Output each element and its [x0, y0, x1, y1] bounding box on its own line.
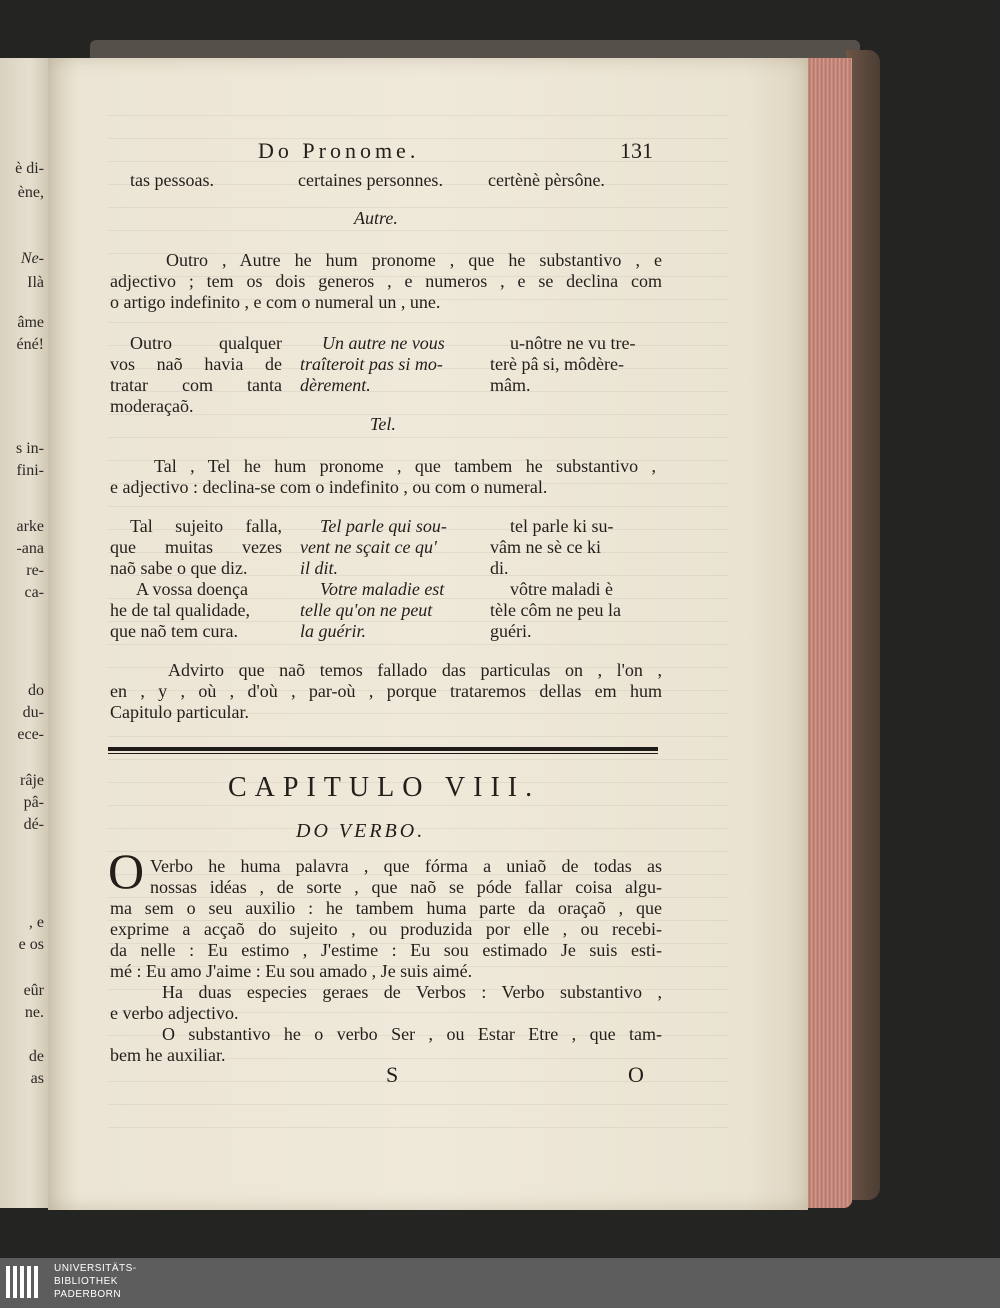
- left-line: è di-: [15, 160, 44, 177]
- left-line: dé-: [23, 816, 44, 833]
- library-name-line: BIBLIOTHEK: [54, 1276, 118, 1287]
- left-line: s in-: [16, 440, 44, 457]
- left-line: arke: [16, 518, 44, 535]
- tel-example-fr: la guérir.: [300, 621, 367, 641]
- left-line: do: [28, 682, 44, 699]
- advirto-para-line: Advirto que naõ temos fallado das particulas on , l'on ,: [168, 660, 662, 680]
- tel-heading: Tel.: [370, 414, 396, 434]
- tel-example-pt: A vossa doença: [136, 579, 248, 599]
- subst-para-line: bem he auxiliar.: [110, 1045, 226, 1065]
- tel-example-pt: Tal sujeito falla,: [130, 516, 282, 536]
- autre-example-pron: terè pâ si, môdère-: [490, 354, 624, 374]
- chapter-rule-thin: [108, 753, 658, 754]
- left-line: râje: [20, 772, 44, 789]
- autre-heading: Autre.: [354, 208, 398, 228]
- autre-example-fr: dèrement.: [300, 375, 371, 395]
- left-line: as: [30, 1070, 44, 1087]
- left-line: eûr: [23, 982, 44, 999]
- tel-example-pt: he de tal qualidade,: [110, 600, 250, 620]
- left-line: ène,: [17, 184, 44, 201]
- tel-example-pron: tèle côm ne peu la: [490, 600, 621, 620]
- tel-example-pron: vôtre maladi è: [510, 579, 613, 599]
- tel-example-pron: vâm ne sè ce ki: [490, 537, 601, 557]
- left-line: Ne-: [20, 250, 44, 267]
- autre-example-pron: u-nôtre ne vu tre-: [510, 333, 636, 353]
- top-row-pronunciation: certènè pèrsône.: [488, 170, 605, 190]
- library-name-line: UNIVERSITÄTS-: [54, 1263, 137, 1274]
- left-line: de: [28, 1048, 44, 1065]
- left-line: éné!: [16, 336, 44, 353]
- left-line: -ana: [16, 540, 44, 557]
- tel-example-fr: telle qu'on ne peut: [300, 600, 433, 620]
- left-line: pâ-: [23, 794, 44, 811]
- autre-example-pt: tratar com tanta: [110, 375, 282, 395]
- autre-example-pt: moderaçaõ.: [110, 396, 194, 416]
- verbo-para-line: exprime a acçaõ do sujeito , ou produzida por elle , ou recebi-: [110, 919, 662, 939]
- left-line: Ilà: [27, 274, 44, 291]
- chapter-rule-thick: [108, 747, 658, 751]
- library-name: [54, 1262, 137, 1301]
- tel-para-line: e adjectivo : declina-se com o indefinito , ou com o numeral.: [110, 477, 548, 497]
- left-line: du-: [22, 704, 44, 721]
- autre-example-pt: Outro qualquer: [130, 333, 282, 353]
- left-line: ece-: [17, 726, 44, 743]
- verbo-para-line: Verbo he huma palavra , que fórma a uniaõ de todas as: [150, 856, 662, 876]
- tel-example-fr: Votre maladie est: [320, 579, 445, 599]
- left-line: e os: [18, 936, 44, 953]
- duas-para-line: e verbo adjectivo.: [110, 1003, 239, 1023]
- tel-example-pt: naõ sabe o que diz.: [110, 558, 248, 578]
- running-title: Do Pronome.: [258, 138, 420, 163]
- verbo-para-line: mé : Eu amo J'aime : Eu sou amado , Je suis aimé.: [110, 961, 473, 981]
- left-line: ne.: [24, 1004, 44, 1021]
- section-title: DO VERBO.: [296, 820, 426, 842]
- tel-example-pron: guéri.: [490, 621, 532, 641]
- page-number: 131: [620, 138, 653, 163]
- advirto-para-line: en , y , où , d'où , par-où , porque trataremos dellas em hum: [110, 681, 662, 701]
- left-line: re-: [26, 562, 44, 579]
- tel-example-fr: il dit.: [300, 558, 339, 578]
- subst-para-line: O substantivo he o verbo Ser , ou Estar Etre , que tam-: [162, 1024, 662, 1044]
- left-line: âme: [17, 314, 44, 331]
- verbo-para-line: ma sem o seu auxilio : he tambem huma parte da oraçaõ , que: [110, 898, 662, 918]
- autre-example-fr: traîteroit pas si mo-: [300, 354, 443, 374]
- tel-example-pron: di.: [490, 558, 509, 578]
- left-line: , e: [28, 914, 44, 931]
- tel-example-pron: tel parle ki su-: [510, 516, 614, 536]
- verbo-para-line: da nelle : Eu estimo , J'estime : Eu sou estimado Je suis esti-: [110, 940, 662, 960]
- autre-example-pt: vos naõ havia de: [110, 354, 282, 374]
- left-page-fragment: [0, 58, 52, 1208]
- library-footer-bar: [0, 1258, 1000, 1308]
- top-row-portuguese: tas pessoas.: [130, 170, 214, 190]
- tel-example-pt: que muitas vezes: [110, 537, 282, 557]
- tel-example-fr: Tel parle qui sou-: [320, 516, 447, 536]
- signature-mark: S: [386, 1062, 399, 1087]
- library-name-line: PADERBORN: [54, 1289, 122, 1300]
- verbo-para-line: nossas idéas , de sorte , que naõ se póde fallar coisa algu-: [150, 877, 662, 897]
- autre-para-line: Outro , Autre he hum pronome , que he substantivo , e: [166, 250, 662, 270]
- autre-para-line: o artigo indefinito , e com o numeral un , une.: [110, 292, 441, 312]
- chapter-title: CAPITULO VIII.: [228, 772, 541, 803]
- autre-example-pron: mâm.: [490, 375, 531, 395]
- left-line: fini-: [16, 462, 44, 479]
- advirto-para-line: Capitulo particular.: [110, 702, 249, 722]
- catchword: O: [628, 1062, 644, 1087]
- tel-example-pt: que naõ tem cura.: [110, 621, 238, 641]
- drop-cap: O: [108, 843, 145, 899]
- autre-para-line: adjectivo ; tem os dois generos , e numeros , e se declina com: [110, 271, 662, 291]
- tel-para-line: Tal , Tel he hum pronome , que tambem he substantivo ,: [154, 456, 656, 476]
- autre-example-fr: Un autre ne vous: [322, 333, 445, 353]
- library-logo-icon: [2, 1262, 46, 1306]
- duas-para-line: Ha duas especies geraes de Verbos : Verbo substantivo ,: [162, 982, 662, 1002]
- tel-example-fr: vent ne sçait ce qu': [300, 537, 437, 557]
- top-row-french: certaines personnes.: [298, 170, 443, 190]
- left-line: ca-: [24, 584, 44, 601]
